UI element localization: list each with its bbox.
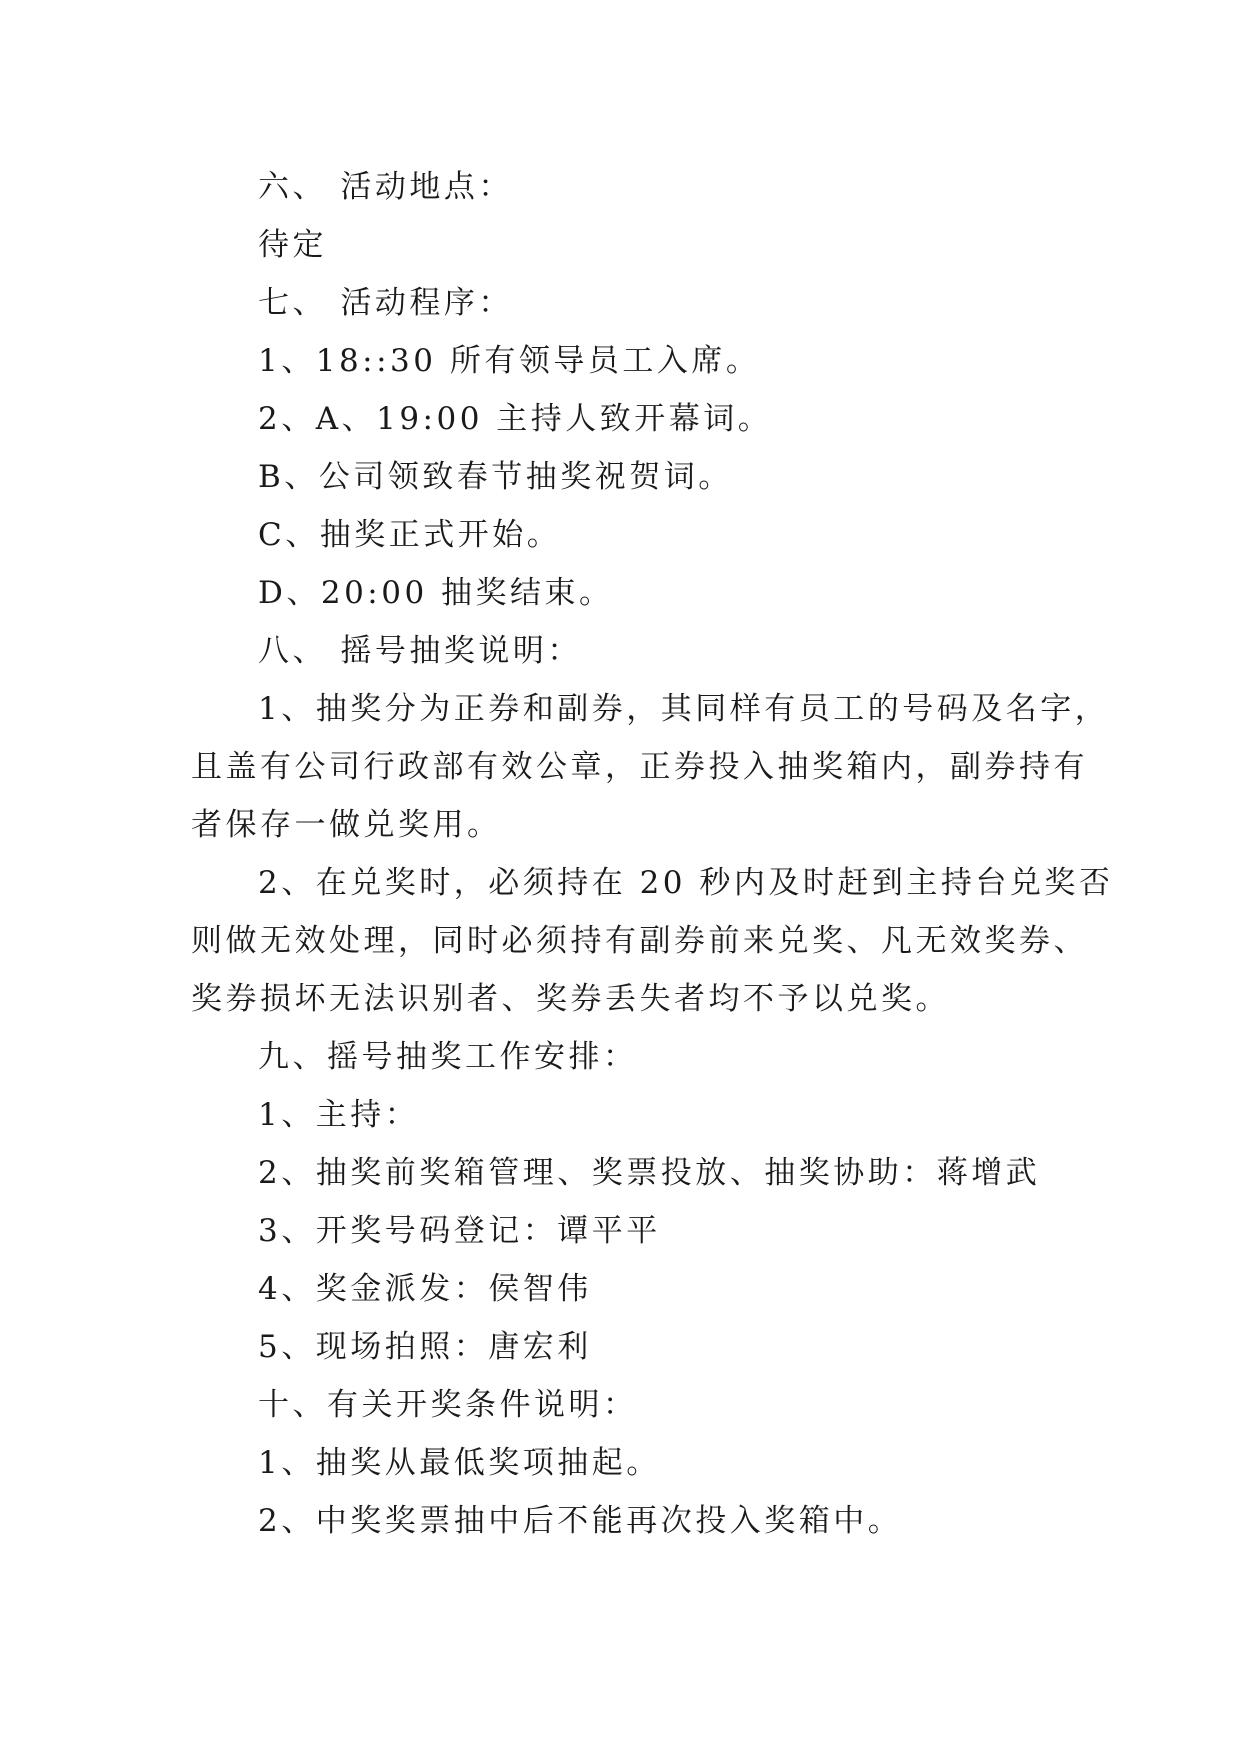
section-8-heading: 八、 摇号抽奖说明： [258, 633, 582, 669]
rules-paragraph-1-line-2: 且盖有公司行政部有效公章，正券投入抽奖箱内，副券持有 [191, 749, 1088, 785]
rules-paragraph-2-line-1: 2、在兑奖时，必须持在 20 秒内及时赶到主持台兑奖否 [258, 865, 1114, 901]
rules-paragraph-1-line-3: 者保存一做兑奖用。 [191, 807, 502, 843]
section-6-heading: 六、 活动地点： [258, 169, 513, 205]
program-item-1: 1、18::30 所有领导员工入席。 [258, 343, 761, 379]
section-10-heading: 十、有关开奖条件说明： [258, 1387, 638, 1423]
rules-paragraph-2-line-2: 则做无效处理，同时必须持有副券前来兑奖、凡无效奖券、 [191, 923, 1088, 959]
condition-item-1: 1、抽奖从最低奖项抽起。 [258, 1445, 661, 1481]
section-9-heading: 九、摇号抽奖工作安排： [258, 1039, 638, 1075]
arrangement-item-1: 1、主持： [258, 1097, 420, 1133]
rules-paragraph-1-line-1: 1、抽奖分为正券和副券，其同样有员工的号码及名字， [258, 691, 1110, 727]
arrangement-item-2: 2、抽奖前奖箱管理、奖票投放、抽奖协助：蒋增武 [258, 1155, 1041, 1191]
program-item-2c: C、抽奖正式开始。 [258, 517, 562, 553]
arrangement-item-4: 4、奖金派发：侯智伟 [258, 1271, 592, 1307]
section-7-heading: 七、 活动程序： [258, 285, 513, 321]
venue-text: 待定 [258, 227, 327, 263]
rules-paragraph-2-line-3: 奖券损坏无法识别者、奖券丢失者均不予以兑奖。 [191, 981, 950, 1017]
program-item-2d: D、20:00 抽奖结束。 [258, 575, 614, 611]
program-item-2b: B、公司领致春节抽奖祝贺词。 [258, 459, 733, 495]
program-item-2a: 2、A、19:00 主持人致开幕词。 [258, 401, 773, 437]
arrangement-item-5: 5、现场拍照：唐宏利 [258, 1329, 592, 1365]
arrangement-item-3: 3、开奖号码登记：谭平平 [258, 1213, 661, 1249]
condition-item-2: 2、中奖奖票抽中后不能再次投入奖箱中。 [258, 1503, 903, 1539]
